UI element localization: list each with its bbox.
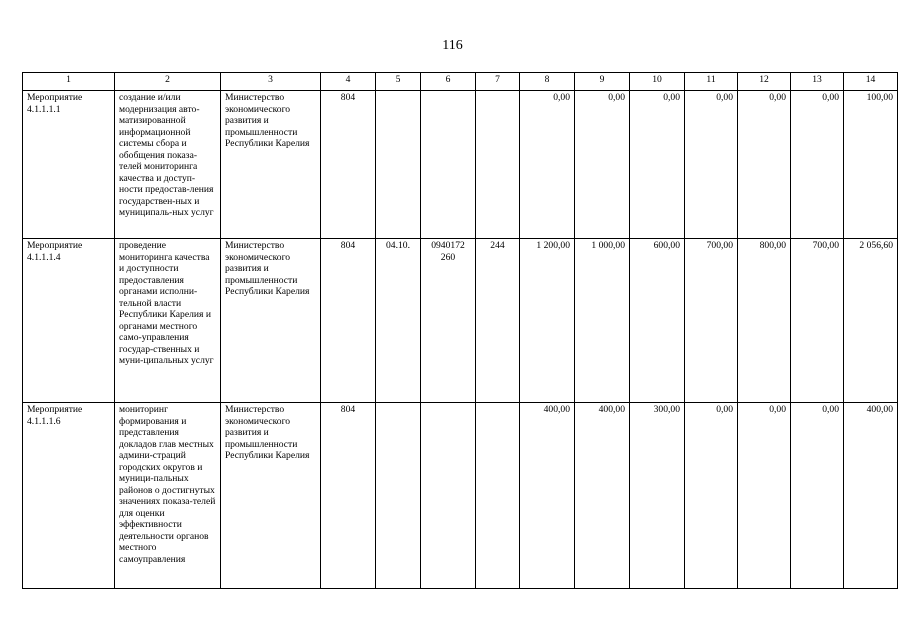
column-header-2: 2 — [115, 73, 221, 91]
responsible-ministry: Министерство экономического развития и промышленности Республики Карелия — [221, 239, 321, 403]
value-col-12: 800,00 — [738, 239, 791, 403]
activity-description: создание и/или модернизация авто-матизированной информационной системы сбора и обобщения показа-телей мониторинга качества и доступ-ности предостав-ления государствен-ных и муниципаль-ных услуг — [115, 91, 221, 239]
column-header-8: 8 — [520, 73, 575, 91]
budget-table — [22, 72, 898, 589]
value-col-13: 0,00 — [791, 91, 844, 239]
activity-code: Мероприятие 4.1.1.1.6 — [23, 403, 115, 589]
column-header-9: 9 — [575, 73, 630, 91]
value-col-12: 0,00 — [738, 403, 791, 589]
activity-code: Мероприятие 4.1.1.1.4 — [23, 239, 115, 403]
target-article — [421, 91, 476, 239]
value-col-10: 600,00 — [630, 239, 685, 403]
value-col-12: 0,00 — [738, 91, 791, 239]
column-header-14: 14 — [844, 73, 898, 91]
header-row — [23, 73, 898, 91]
value-col-8: 0,00 — [520, 91, 575, 239]
value-col-14: 100,00 — [844, 91, 898, 239]
value-col-8: 400,00 — [520, 403, 575, 589]
expense-type — [476, 91, 520, 239]
value-col-9: 400,00 — [575, 403, 630, 589]
column-header-4: 4 — [321, 73, 376, 91]
column-header-1: 1 — [23, 73, 115, 91]
responsible-ministry: Министерство экономического развития и промышленности Республики Карелия — [221, 403, 321, 589]
column-header-3: 3 — [221, 73, 321, 91]
responsible-ministry: Министерство экономического развития и промышленности Республики Карелия — [221, 91, 321, 239]
value-col-13: 0,00 — [791, 403, 844, 589]
section-code — [376, 91, 421, 239]
target-article: 0940172 260 — [421, 239, 476, 403]
value-col-10: 0,00 — [630, 91, 685, 239]
activity-code: Мероприятие 4.1.1.1.1 — [23, 91, 115, 239]
column-header-5: 5 — [376, 73, 421, 91]
activity-description: проведение мониторинга качества и доступности предоставления органами исполни-тельной власти Республики Карелия и органами местного само-управления государ-ственных и муни-ципальных услуг — [115, 239, 221, 403]
column-header-11: 11 — [685, 73, 738, 91]
ministry-code: 804 — [321, 91, 376, 239]
column-header-6: 6 — [421, 73, 476, 91]
ministry-code: 804 — [321, 239, 376, 403]
column-header-10: 10 — [630, 73, 685, 91]
value-col-9: 0,00 — [575, 91, 630, 239]
expense-type — [476, 403, 520, 589]
expense-type: 244 — [476, 239, 520, 403]
table-row — [23, 403, 898, 589]
value-col-11: 0,00 — [685, 91, 738, 239]
section-code: 04.10. — [376, 239, 421, 403]
page-number: 116 — [442, 38, 463, 53]
value-col-8: 1 200,00 — [520, 239, 575, 403]
value-col-11: 700,00 — [685, 239, 738, 403]
value-col-9: 1 000,00 — [575, 239, 630, 403]
value-col-13: 700,00 — [791, 239, 844, 403]
column-header-12: 12 — [738, 73, 791, 91]
section-code — [376, 403, 421, 589]
value-col-11: 0,00 — [685, 403, 738, 589]
value-col-14: 2 056,60 — [844, 239, 898, 403]
column-header-7: 7 — [476, 73, 520, 91]
target-article — [421, 403, 476, 589]
ministry-code: 804 — [321, 403, 376, 589]
table-row — [23, 91, 898, 239]
activity-description: мониторинг формирования и представления докладов глав местных админи-страций городских округов и муници-пальных районов о достигнутых значениях показа-телей для оценки эффективности деятельности органов местного самоуправления — [115, 403, 221, 589]
table-row — [23, 239, 898, 403]
column-header-13: 13 — [791, 73, 844, 91]
value-col-14: 400,00 — [844, 403, 898, 589]
value-col-10: 300,00 — [630, 403, 685, 589]
